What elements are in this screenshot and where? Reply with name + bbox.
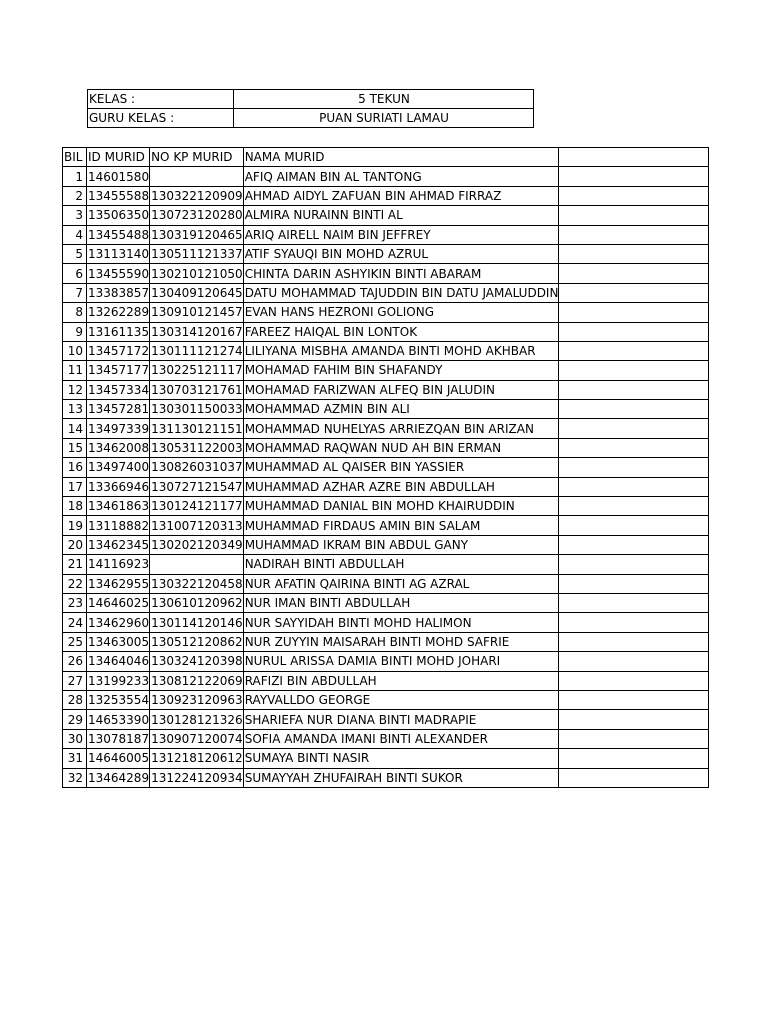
row-extra xyxy=(559,322,709,341)
row-nama-murid: NUR SAYYIDAH BINTI MOHD HALIMON xyxy=(243,613,559,632)
row-id-murid: 13383857 xyxy=(87,283,150,302)
table-row xyxy=(63,283,709,302)
row-extra xyxy=(559,341,709,360)
table-row xyxy=(63,477,709,496)
row-bil: 15 xyxy=(63,438,87,457)
teacher-label: GURU KELAS : xyxy=(88,109,234,128)
row-no-kp: 130812122069 xyxy=(150,671,244,690)
table-row xyxy=(63,244,709,263)
row-nama-murid: ALMIRA NURAINN BINTI AL xyxy=(243,206,559,225)
table-row xyxy=(63,555,709,574)
row-extra xyxy=(559,749,709,768)
row-no-kp: 130322120458 xyxy=(150,574,244,593)
table-row xyxy=(63,749,709,768)
row-extra xyxy=(559,477,709,496)
row-extra xyxy=(559,361,709,380)
row-bil: 2 xyxy=(63,186,87,205)
row-nama-murid: FAREEZ HAIQAL BIN LONTOK xyxy=(243,322,559,341)
row-no-kp: 130319120465 xyxy=(150,225,244,244)
row-bil: 6 xyxy=(63,264,87,283)
row-bil: 26 xyxy=(63,652,87,671)
row-no-kp: 130409120645 xyxy=(150,283,244,302)
table-row xyxy=(63,167,709,186)
row-id-murid: 13461863 xyxy=(87,497,150,516)
row-nama-murid: RAFIZI BIN ABDULLAH xyxy=(243,671,559,690)
row-id-murid: 14653390 xyxy=(87,710,150,729)
row-id-murid: 13366946 xyxy=(87,477,150,496)
table-row xyxy=(63,671,709,690)
table-row xyxy=(63,593,709,612)
row-bil: 21 xyxy=(63,555,87,574)
table-row xyxy=(63,516,709,535)
row-id-murid: 13462960 xyxy=(87,613,150,632)
row-id-murid: 13118882 xyxy=(87,516,150,535)
row-nama-murid: AFIQ AIMAN BIN AL TANTONG xyxy=(243,167,559,186)
table-row xyxy=(63,710,709,729)
row-bil: 22 xyxy=(63,574,87,593)
row-nama-murid: MUHAMMAD FIRDAUS AMIN BIN SALAM xyxy=(243,516,559,535)
row-extra xyxy=(559,167,709,186)
table-row xyxy=(63,438,709,457)
row-id-murid: 14116923 xyxy=(87,555,150,574)
header-no-kp-murid: NO KP MURID xyxy=(150,148,244,167)
table-row xyxy=(63,535,709,554)
table-row xyxy=(63,380,709,399)
row-extra xyxy=(559,303,709,322)
row-nama-murid: MOHAMAD FARIZWAN ALFEQ BIN JALUDIN xyxy=(243,380,559,399)
row-no-kp: 130301150033 xyxy=(150,400,244,419)
row-id-murid: 13464289 xyxy=(87,768,150,787)
row-extra xyxy=(559,535,709,554)
row-extra xyxy=(559,632,709,651)
row-extra xyxy=(559,206,709,225)
row-bil: 4 xyxy=(63,225,87,244)
row-extra xyxy=(559,613,709,632)
table-row xyxy=(63,225,709,244)
row-extra xyxy=(559,729,709,748)
row-no-kp: 130512120862 xyxy=(150,632,244,651)
row-bil: 10 xyxy=(63,341,87,360)
table-row xyxy=(63,400,709,419)
row-id-murid: 13161135 xyxy=(87,322,150,341)
row-id-murid: 13253554 xyxy=(87,690,150,709)
class-label: KELAS : xyxy=(88,90,234,109)
header-extra xyxy=(559,148,709,167)
row-extra xyxy=(559,225,709,244)
row-no-kp: 130923120963 xyxy=(150,690,244,709)
row-nama-murid: NUR ZUYYIN MAISARAH BINTI MOHD SAFRIE xyxy=(243,632,559,651)
row-extra xyxy=(559,264,709,283)
row-bil: 12 xyxy=(63,380,87,399)
row-nama-murid: AHMAD AIDYL ZAFUAN BIN AHMAD FIRRAZ xyxy=(243,186,559,205)
row-extra xyxy=(559,516,709,535)
row-extra xyxy=(559,593,709,612)
row-no-kp: 130202120349 xyxy=(150,535,244,554)
row-id-murid: 13262289 xyxy=(87,303,150,322)
row-no-kp: 131218120612 xyxy=(150,749,244,768)
row-no-kp: 130314120167 xyxy=(150,322,244,341)
row-nama-murid: MUHAMMAD AL QAISER BIN YASSIER xyxy=(243,458,559,477)
row-nama-murid: SHARIEFA NUR DIANA BINTI MADRAPIE xyxy=(243,710,559,729)
row-extra xyxy=(559,768,709,787)
row-id-murid: 14601580 xyxy=(87,167,150,186)
row-id-murid: 13462008 xyxy=(87,438,150,457)
table-row xyxy=(63,458,709,477)
row-no-kp: 130511121337 xyxy=(150,244,244,263)
row-id-murid: 13463005 xyxy=(87,632,150,651)
row-nama-murid: EVAN HANS HEZRONI GOLIONG xyxy=(243,303,559,322)
row-no-kp: 131130121151 xyxy=(150,419,244,438)
row-no-kp: 130723120280 xyxy=(150,206,244,225)
row-no-kp: 131224120934 xyxy=(150,768,244,787)
row-bil: 13 xyxy=(63,400,87,419)
table-row xyxy=(63,497,709,516)
row-bil: 32 xyxy=(63,768,87,787)
table-row xyxy=(63,419,709,438)
row-extra xyxy=(559,458,709,477)
table-row xyxy=(63,206,709,225)
row-extra xyxy=(559,419,709,438)
row-no-kp: 130826031037 xyxy=(150,458,244,477)
row-id-murid: 13457281 xyxy=(87,400,150,419)
row-nama-murid: NADIRAH BINTI ABDULLAH xyxy=(243,555,559,574)
row-no-kp: 130727121547 xyxy=(150,477,244,496)
row-nama-murid: ATIF SYAUQI BIN MOHD AZRUL xyxy=(243,244,559,263)
row-no-kp: 130907120074 xyxy=(150,729,244,748)
row-nama-murid: NUR AFATIN QAIRINA BINTI AG AZRAL xyxy=(243,574,559,593)
row-id-murid: 13462955 xyxy=(87,574,150,593)
row-no-kp: 130910121457 xyxy=(150,303,244,322)
header-nama-murid: NAMA MURID xyxy=(243,148,559,167)
row-id-murid: 13506350 xyxy=(87,206,150,225)
header-id-murid: ID MURID xyxy=(87,148,150,167)
row-bil: 30 xyxy=(63,729,87,748)
row-extra xyxy=(559,497,709,516)
row-nama-murid: LILIYANA MISBHA AMANDA BINTI MOHD AKHBAR xyxy=(243,341,559,360)
teacher-row xyxy=(88,109,534,128)
row-no-kp: 130225121117 xyxy=(150,361,244,380)
table-row xyxy=(63,768,709,787)
row-bil: 14 xyxy=(63,419,87,438)
table-row xyxy=(63,652,709,671)
row-extra xyxy=(559,671,709,690)
row-nama-murid: MOHAMMAD NUHELYAS ARRIEZQAN BIN ARIZAN xyxy=(243,419,559,438)
row-extra xyxy=(559,652,709,671)
row-extra xyxy=(559,400,709,419)
row-id-murid: 14646005 xyxy=(87,749,150,768)
row-bil: 17 xyxy=(63,477,87,496)
row-bil: 7 xyxy=(63,283,87,302)
table-row xyxy=(63,632,709,651)
row-no-kp: 130210121050 xyxy=(150,264,244,283)
row-extra xyxy=(559,574,709,593)
row-bil: 31 xyxy=(63,749,87,768)
table-row xyxy=(63,186,709,205)
row-id-murid: 13455588 xyxy=(87,186,150,205)
row-nama-murid: MUHAMMAD AZHAR AZRE BIN ABDULLAH xyxy=(243,477,559,496)
header-bil: BIL xyxy=(63,148,87,167)
row-id-murid: 13113140 xyxy=(87,244,150,263)
row-nama-murid: SUMAYA BINTI NASIR xyxy=(243,749,559,768)
row-extra xyxy=(559,690,709,709)
row-extra xyxy=(559,710,709,729)
row-bil: 19 xyxy=(63,516,87,535)
row-bil: 8 xyxy=(63,303,87,322)
row-id-murid: 13497339 xyxy=(87,419,150,438)
row-id-murid: 13457177 xyxy=(87,361,150,380)
row-extra xyxy=(559,283,709,302)
table-row xyxy=(63,361,709,380)
class-value: 5 TEKUN xyxy=(234,90,534,109)
row-no-kp xyxy=(150,167,244,186)
row-bil: 3 xyxy=(63,206,87,225)
row-bil: 16 xyxy=(63,458,87,477)
table-row xyxy=(63,729,709,748)
row-id-murid: 13497400 xyxy=(87,458,150,477)
row-bil: 28 xyxy=(63,690,87,709)
row-id-murid: 13464046 xyxy=(87,652,150,671)
row-extra xyxy=(559,244,709,263)
row-extra xyxy=(559,186,709,205)
table-row xyxy=(63,322,709,341)
row-no-kp: 130124121177 xyxy=(150,497,244,516)
row-nama-murid: CHINTA DARIN ASHYIKIN BINTI ABARAM xyxy=(243,264,559,283)
table-row xyxy=(63,574,709,593)
row-id-murid: 13457334 xyxy=(87,380,150,399)
row-no-kp: 130128121326 xyxy=(150,710,244,729)
row-bil: 11 xyxy=(63,361,87,380)
row-no-kp: 130111121274 xyxy=(150,341,244,360)
row-extra xyxy=(559,380,709,399)
row-bil: 5 xyxy=(63,244,87,263)
row-extra xyxy=(559,555,709,574)
class-info-table xyxy=(87,89,534,128)
row-id-murid: 13457172 xyxy=(87,341,150,360)
row-nama-murid: RAYVALLDO GEORGE xyxy=(243,690,559,709)
table-row xyxy=(63,303,709,322)
row-nama-murid: MOHAMMAD RAQWAN NUD AH BIN ERMAN xyxy=(243,438,559,457)
student-rows xyxy=(63,167,709,788)
row-id-murid: 13462345 xyxy=(87,535,150,554)
table-header-row xyxy=(63,148,709,167)
row-no-kp: 130703121761 xyxy=(150,380,244,399)
row-bil: 9 xyxy=(63,322,87,341)
row-extra xyxy=(559,438,709,457)
student-list-table xyxy=(62,147,709,788)
row-nama-murid: MOHAMAD FAHIM BIN SHAFANDY xyxy=(243,361,559,380)
table-row xyxy=(63,264,709,283)
row-no-kp xyxy=(150,555,244,574)
row-nama-murid: ARIQ AIRELL NAIM BIN JEFFREY xyxy=(243,225,559,244)
row-id-murid: 13078187 xyxy=(87,729,150,748)
row-nama-murid: NUR IMAN BINTI ABDULLAH xyxy=(243,593,559,612)
row-nama-murid: SOFIA AMANDA IMANI BINTI ALEXANDER xyxy=(243,729,559,748)
table-row xyxy=(63,613,709,632)
row-id-murid: 14646025 xyxy=(87,593,150,612)
table-row xyxy=(63,341,709,360)
row-nama-murid: NURUL ARISSA DAMIA BINTI MOHD JOHARI xyxy=(243,652,559,671)
row-nama-murid: MUHAMMAD DANIAL BIN MOHD KHAIRUDDIN xyxy=(243,497,559,516)
row-no-kp: 130324120398 xyxy=(150,652,244,671)
row-bil: 29 xyxy=(63,710,87,729)
row-nama-murid: MUHAMMAD IKRAM BIN ABDUL GANY xyxy=(243,535,559,554)
row-nama-murid: DATU MOHAMMAD TAJUDDIN BIN DATU JAMALUDDIN xyxy=(243,283,559,302)
row-nama-murid: SUMAYYAH ZHUFAIRAH BINTI SUKOR xyxy=(243,768,559,787)
row-no-kp: 130322120909 xyxy=(150,186,244,205)
row-nama-murid: MOHAMMAD AZMIN BIN ALI xyxy=(243,400,559,419)
row-bil: 23 xyxy=(63,593,87,612)
teacher-value: PUAN SURIATI LAMAU xyxy=(234,109,534,128)
row-no-kp: 131007120313 xyxy=(150,516,244,535)
row-id-murid: 13455488 xyxy=(87,225,150,244)
row-bil: 18 xyxy=(63,497,87,516)
row-bil: 20 xyxy=(63,535,87,554)
row-id-murid: 13455590 xyxy=(87,264,150,283)
row-no-kp: 130114120146 xyxy=(150,613,244,632)
table-row xyxy=(63,690,709,709)
class-row xyxy=(88,90,534,109)
row-bil: 1 xyxy=(63,167,87,186)
row-id-murid: 13199233 xyxy=(87,671,150,690)
row-no-kp: 130610120962 xyxy=(150,593,244,612)
row-bil: 24 xyxy=(63,613,87,632)
row-bil: 25 xyxy=(63,632,87,651)
row-bil: 27 xyxy=(63,671,87,690)
row-no-kp: 130531122003 xyxy=(150,438,244,457)
